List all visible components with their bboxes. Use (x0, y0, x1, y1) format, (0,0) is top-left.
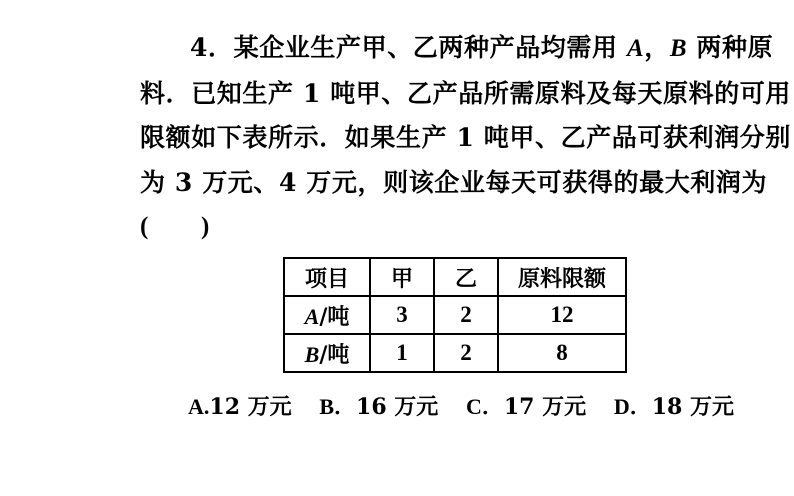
table-header-row (284, 258, 626, 296)
option-b[interactable] (319, 390, 438, 421)
cell-b-jia: 1 (370, 334, 434, 372)
problem-line-4: 为 3 万元、4 万元，则该企业每天可获得的最大利润为 (140, 167, 768, 197)
variable-b: B (669, 35, 688, 62)
row-var: A (304, 303, 320, 329)
answer-options (188, 390, 734, 421)
option-value: 16 万元 (356, 394, 439, 420)
option-a[interactable] (188, 390, 292, 421)
header-cell-yi: 乙 (434, 258, 498, 296)
option-letter: B． (319, 394, 357, 419)
comma: ， (644, 33, 670, 62)
table-row (284, 296, 626, 334)
row-label-a (284, 296, 370, 334)
row-var: B (304, 341, 320, 367)
header-cell-limit: 原料限额 (498, 258, 626, 296)
problem-text-1a: 某企业生产甲、乙两种产品均需用 (233, 33, 618, 62)
material-table (283, 257, 627, 373)
table-row (284, 334, 626, 372)
problem-text-1b: 两种原 (696, 33, 774, 62)
paren-close: ) (200, 213, 210, 240)
paren-open: ( (140, 213, 149, 240)
row-unit: /吨 (319, 303, 350, 330)
option-d[interactable] (614, 390, 734, 421)
header-cell-item: 项目 (284, 258, 370, 296)
row-label-b (284, 334, 370, 372)
variable-a: A (626, 35, 645, 62)
option-value: 18 万元 (651, 394, 734, 420)
row-unit: /吨 (319, 341, 350, 368)
answer-blank (140, 205, 740, 250)
option-value: 12 万元 (209, 394, 292, 420)
option-letter: A. (188, 394, 210, 419)
problem-line-1 (140, 26, 774, 72)
option-letter: C． (465, 394, 504, 419)
cell-a-limit: 12 (498, 296, 626, 334)
cell-b-yi: 2 (434, 334, 498, 372)
header-cell-jia: 甲 (370, 258, 434, 296)
option-value: 17 万元 (503, 394, 587, 420)
option-c[interactable] (466, 390, 586, 421)
problem-number: 4． (190, 33, 234, 62)
cell-a-jia: 3 (370, 296, 434, 334)
cell-b-limit: 8 (498, 334, 626, 372)
problem-statement (140, 26, 792, 250)
problem-line-3: 限额如下表所示．如果生产 1 吨甲、乙产品可获利润分别 (140, 123, 792, 152)
cell-a-yi: 2 (434, 296, 498, 334)
option-letter: D． (613, 394, 652, 419)
problem-line-2: 料．已知生产 1 吨甲、乙产品所需原料及每天原料的可用 (140, 78, 792, 108)
